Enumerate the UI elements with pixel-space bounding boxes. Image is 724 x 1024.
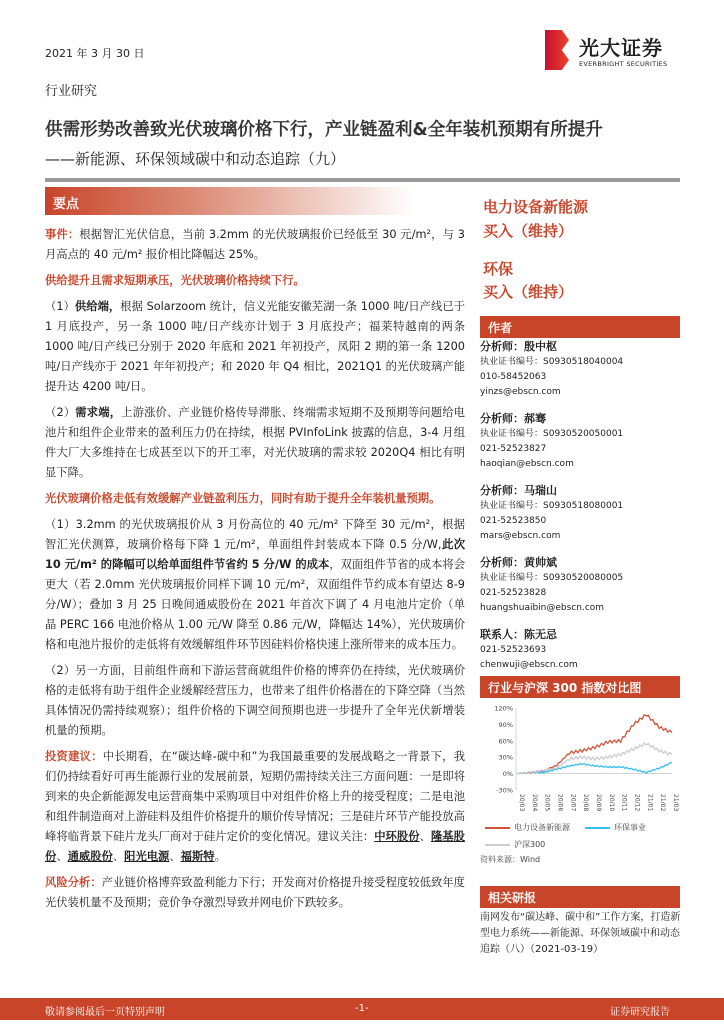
report-subtitle: ——新能源、环保领域碳中和动态追踪（九）	[45, 150, 346, 168]
x-tick-label: 20/08	[582, 794, 590, 812]
text: （1）3.2mm 的光伏玻璃报价从 3 月份高位的 40 元/m² 下降至 30 元/m²，根据智汇光伏测算，玻璃价格每下降 1 元/m²，单面组件封装成本下降 0.5 分/W,	[45, 518, 465, 551]
authors-header: 作者	[480, 316, 680, 338]
sep: 、	[56, 850, 68, 863]
page-footer	[0, 998, 724, 1020]
legend-swatch	[485, 844, 510, 846]
contact-email[interactable]: chenwuji@ebscn.com	[480, 660, 578, 670]
bold-lead: 供给端，	[74, 300, 121, 313]
report-type: 证券研究报告	[610, 1007, 670, 1018]
sector-name: 电力设备新能源	[483, 198, 589, 216]
chart-source: 资料来源：Wind	[480, 855, 541, 864]
everbright-logo	[545, 30, 685, 72]
bold-text: 此次 10 元/m² 的降幅可以给单面组件节省约 5 分/W 的成本	[45, 538, 465, 571]
x-tick-label: 21/03	[672, 794, 679, 812]
cost-paragraph	[45, 515, 465, 655]
x-tick-label: 20/12	[633, 794, 641, 812]
stock-link[interactable]: 阳光电源	[124, 850, 170, 863]
y-tick-label: 60%	[498, 737, 513, 746]
section-heading: 供给提升且需求短期承压，光伏玻璃价格持续下行。	[45, 274, 305, 287]
author-name: 分析师：黄帅斌	[480, 556, 557, 569]
text: 产业链价格博弈致盈利能力下行；开发商对价格提升接受程度较低致年度光伏装机量不及预期；竞价争夺激烈导致并网电价下跌较多。	[45, 876, 465, 909]
sector-name: 环保	[483, 260, 514, 278]
page-number: -1-	[355, 1003, 369, 1014]
bold-lead: 需求端，	[75, 406, 122, 419]
author	[480, 482, 690, 544]
y-tick-label: 0%	[502, 770, 513, 779]
investment-paragraph	[45, 747, 465, 867]
supply-paragraph	[45, 297, 465, 397]
x-tick-label: 21/01	[646, 794, 654, 812]
logo-subtext: EVERBRIGHT SECURITIES	[579, 60, 668, 68]
risk-label: 风险分析：	[45, 876, 102, 889]
author-name: 分析师：马瑞山	[480, 484, 557, 497]
text: 根据 Solarzoom 统计，信义光能安徽芜湖一条 1000 吨/日产线已于 1 月底投产，另一条 1000 吨/日产线亦计划于 3 月底投产；福莱特越南的两条 1000 吨/日产线已分别于 2020 年底和 2021 年初投产，凤阳 2 期的第一条 1200 吨/日产线亦于 2021 年年初投产；和 2020 年 Q4 相比，2021Q1 的光伏玻璃产能提升达 4200 吨/日。	[45, 300, 465, 393]
legend-label: 环保事业	[614, 823, 646, 832]
stock-link[interactable]: 通威股份	[67, 850, 113, 863]
logo-text: 光大证券	[579, 36, 663, 60]
logo-mark-icon	[545, 30, 569, 70]
chart-header: 行业与沪深 300 指数对比图	[480, 676, 680, 698]
stock-link[interactable]: 隆基股份	[45, 830, 465, 863]
related-header: 相关研报	[480, 886, 680, 908]
num: （1）	[45, 300, 75, 313]
x-tick-label: 20/10	[607, 794, 615, 812]
author-name: 分析师：郝骞	[480, 412, 546, 425]
y-tick-label: 90%	[498, 720, 513, 729]
report-title: 供需形势改善致光伏玻璃价格下行，产业链盈利&全年装机预期有所提升	[45, 120, 603, 140]
author-email[interactable]: yinzs@ebscn.com	[480, 387, 561, 397]
author-cert: 执业证书编号：S0930520050001	[480, 429, 624, 439]
legend-label: 电力设备新能源	[514, 823, 570, 832]
stock-link[interactable]: 福斯特	[180, 850, 215, 863]
legend-item	[585, 822, 646, 833]
index-comparison-chart	[480, 700, 690, 830]
legend-label: 沪深300	[514, 840, 546, 849]
author-email[interactable]: haoqian@ebscn.com	[480, 459, 574, 469]
x-tick-label: 20/06	[556, 794, 564, 812]
author-name: 分析师：殷中枢	[480, 340, 557, 353]
contact-phone: 021-52523693	[480, 645, 547, 655]
x-tick-label: 20/07	[569, 794, 577, 812]
series-line-环保事业	[518, 763, 672, 774]
event-label: 事件：	[45, 228, 80, 241]
divider	[45, 178, 680, 182]
legend-swatch	[585, 827, 610, 829]
contact	[480, 626, 690, 673]
text: 上游涨价、产业链价格传导滞胀、终端需求短期不及预期等问题给电池片和组件企业带来的盈利压力仍在持续，根据 PVInfoLink 披露的信息，3-4 月组件大厂大多维持在七成甚至以下的开工率，对光伏玻璃的需求较 2020Q4 相比有明显下降。	[45, 406, 465, 479]
text: 中长期看，在“碳达峰-碳中和”为我国最重要的发展战略之一背景下，我们仍持续看好可再生能源行业的发展前景，短期仍需持续关注三方面问题：一是即将到来的央企新能源发电运营商集中采购项目中对组件价格上升的接受程度；二是电池和组件制造商对上游硅料及组件价格提升的顺价传导情况；三是硅片环节产能投放高峰将临背景下硅片龙头厂商对于硅片定价的变化情况。建议关注：	[45, 750, 465, 843]
author	[480, 410, 690, 472]
author-cert: 执业证书编号：S0930518080001	[480, 501, 624, 511]
related-report-link[interactable]: 南网发布“碳达峰、碳中和”工作方案，打造新型电力系统——新能源、环保领域碳中和动态追踪（八）（2021-03-19）	[480, 912, 681, 955]
contact-name: 联系人：陈无忌	[480, 628, 557, 641]
x-tick-label: 20/11	[620, 794, 628, 812]
y-tick-label: 30%	[498, 753, 513, 762]
x-tick-label: 20/03	[518, 794, 525, 812]
authors-list	[480, 338, 690, 683]
section-heading: 光伏玻璃价格走低有效缓解产业链盈利压力，同时有助于提升全年装机量预期。	[45, 492, 441, 505]
stock-link[interactable]: 中环股份	[374, 830, 420, 843]
x-tick-label: 20/09	[595, 794, 602, 812]
author-email[interactable]: huangshuaibin@ebscn.com	[480, 603, 605, 613]
legend-swatch	[485, 827, 510, 829]
legend-item	[485, 822, 570, 833]
author-phone: 010-58452063	[480, 372, 547, 382]
demand-paragraph	[45, 403, 465, 483]
sep: 、	[112, 850, 125, 863]
disclaimer-note: 敬请参阅最后一页特别声明	[45, 1007, 165, 1018]
author-cert: 执业证书编号：S0930520080005	[480, 573, 624, 583]
sep: 、	[169, 850, 181, 863]
end: 。	[214, 850, 226, 863]
report-category: 行业研究	[45, 84, 98, 99]
y-tick-label: 120%	[494, 704, 513, 713]
x-tick-label: 21/02	[659, 794, 667, 812]
invest-label: 投资建议：	[45, 750, 103, 763]
author	[480, 338, 690, 400]
author-phone: 021-52523850	[480, 516, 547, 526]
event-text: 根据智汇光伏信息，当前 3.2mm 的光伏玻璃报价已经低至 30 元/m²，与 3 月高点的 40 元/m² 报价相比降幅达 25%。	[45, 228, 465, 261]
author-cert: 执业证书编号：S0930518040004	[480, 357, 624, 367]
num: （2）	[45, 406, 76, 419]
legend-item	[485, 839, 545, 850]
y-tick-label: -30%	[496, 786, 513, 795]
x-tick-label: 20/05	[543, 794, 551, 812]
outlook-paragraph: （2）另一方面，目前组件商和下游运营商就组件价格的博弈仍在持续，光伏玻璃价格的走低将有助于组件企业缓解经营压力，也带来了组件价格潜在的下降空降（当然具体情况仍需持续观察）；组件价格的下调空间预期也进一步提升了全年光伏新增装机量的预期。	[45, 664, 465, 737]
sep: 、	[419, 830, 431, 843]
text: ，双面组件节省的成本将会更大（若 2.0mm 光伏玻璃报价同样下调 10 元/m²，双面组件节约成本有望达 8-9 分/W）；叠加 3 月 25 日晚间通威股份在 2021 年首次下调了 4 月电池片定价（单晶 PERC 166 电池价格从 1.00 元/W 降至 0.86 元/W，降幅达 14%），光伏玻璃价格和电池片报价的走低将有效缓解组件环节因硅料价格快速上涨所带来的成本压力。	[45, 558, 465, 651]
sector-rating: 买入（维持）	[483, 222, 574, 240]
author-phone: 021-52523827	[480, 444, 547, 454]
author-phone: 021-52523828	[480, 588, 547, 598]
main-body	[45, 225, 465, 919]
risk-paragraph	[45, 873, 465, 913]
x-tick-label: 20/04	[530, 794, 538, 812]
event-paragraph	[45, 225, 465, 265]
sector-rating: 买入（维持）	[483, 283, 574, 301]
author-email[interactable]: mars@ebscn.com	[480, 531, 561, 541]
report-date: 2021 年 3 月 30 日	[45, 47, 145, 60]
author	[480, 554, 690, 616]
key-points-header: 要点	[45, 187, 415, 215]
